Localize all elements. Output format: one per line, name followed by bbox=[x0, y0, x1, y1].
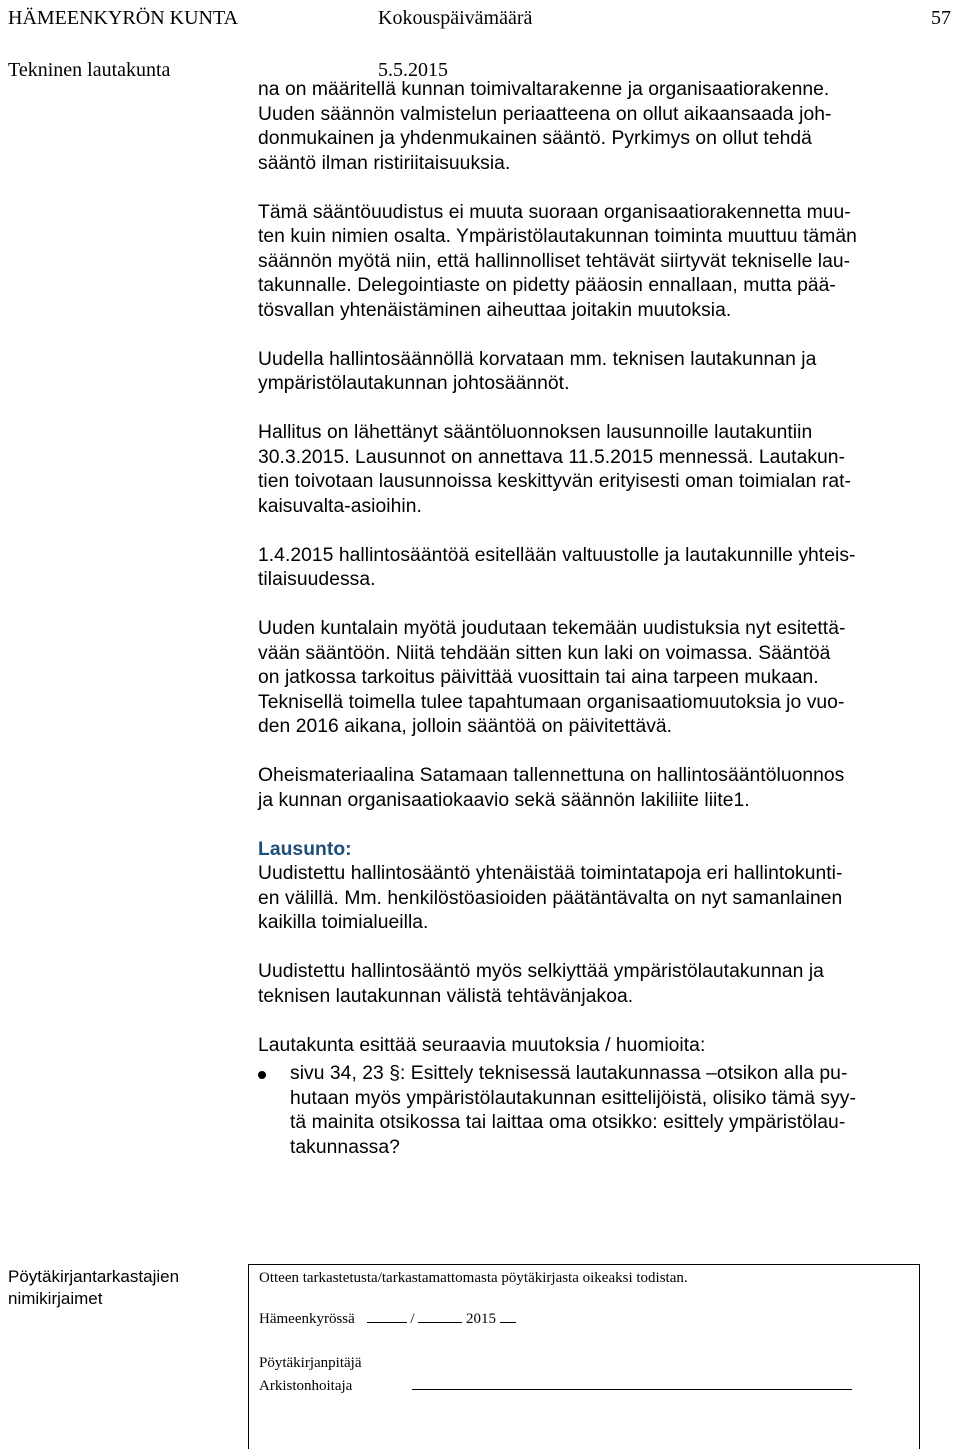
text-line: teknisen lautakunnan välistä tehtävänjakoa. bbox=[258, 985, 634, 1007]
body-paragraph bbox=[258, 78, 950, 176]
text-line: hutaan myös ympäristölautakunnan esittelijöistä, olisiko tämä syy- bbox=[290, 1087, 856, 1109]
certification-box bbox=[248, 1264, 920, 1449]
page-number: 57 bbox=[931, 7, 951, 29]
text-line: Uudistettu hallintosääntö myös selkiyttää ympäristölautakunnan ja bbox=[258, 961, 824, 982]
certification-text: Otteen tarkastetusta/tarkastamattomasta pöytäkirjasta oikeaksi todistan. bbox=[259, 1270, 688, 1286]
paragraph-list bbox=[258, 78, 950, 813]
statement-paragraph bbox=[258, 960, 950, 1009]
body-paragraph bbox=[258, 764, 950, 813]
date-separator: / bbox=[410, 1311, 415, 1327]
text-line: Teknisellä toimella tulee tapahtumaan organisaatiomuutoksia jo vuo- bbox=[258, 691, 845, 713]
text-line: Uuden säännön valmistelun periaatteena on ollut aikaansaada joh- bbox=[258, 103, 832, 125]
text-line: 30.3.2015. Lausunnot on annettava 11.5.2015 mennessä. Lautakun- bbox=[258, 446, 846, 468]
signature-blank bbox=[412, 1375, 852, 1390]
text-line: tösvallan yhtenäistäminen aiheuttaa joitakin muutoksia. bbox=[258, 299, 732, 321]
signers-label-line-2: nimikirjaimet bbox=[8, 1289, 103, 1308]
text-line: kaikilla toimialueilla. bbox=[258, 912, 429, 933]
text-line: sivu 34, 23 §: Esittely teknisessä lautakunnassa –otsikon alla pu- bbox=[290, 1063, 848, 1084]
body-paragraph bbox=[258, 348, 950, 397]
text-line: en välillä. Mm. henkilöstöasioiden päätäntävalta on nyt samanlainen bbox=[258, 887, 843, 909]
text-line: ten kuin nimien osalta. Ympäristölautakunnan toiminta muuttuu tämän bbox=[258, 226, 857, 247]
statement-paragraphs bbox=[258, 862, 950, 1058]
body-paragraph bbox=[258, 201, 950, 324]
body-paragraph bbox=[258, 544, 950, 593]
text-line: tilaisuudessa. bbox=[258, 569, 376, 590]
meeting-date: 5.5.2015 bbox=[378, 59, 448, 81]
text-line: 1.4.2015 hallintosääntöä esitellään valtuustolle ja lautakunnille yhteis- bbox=[258, 544, 856, 566]
bullet-list bbox=[258, 1062, 950, 1160]
month-blank bbox=[418, 1308, 462, 1323]
list-item bbox=[258, 1062, 950, 1160]
text-line: vään sääntöön. Niitä tehdään sitten kun laki on voimassa. Sääntöä bbox=[258, 642, 831, 664]
text-line: kaisuvalta-asioihin. bbox=[258, 495, 422, 517]
text-line: Uudella hallintosäännöllä korvataan mm. teknisen lautakunnan ja bbox=[258, 348, 817, 370]
statement-paragraph bbox=[258, 1034, 950, 1059]
text-line: tien toivotaan lausunnoissa keskittyvän erityisesti oman toimialan rat- bbox=[258, 471, 851, 492]
bullet-icon bbox=[258, 1071, 266, 1079]
text-line: den 2016 aikana, jolloin sääntöä on päivitettävä. bbox=[258, 716, 673, 737]
text-line: takunnassa? bbox=[290, 1136, 400, 1158]
text-line: donmukainen ja yhdenmukainen sääntö. Pyrkimys on ollut tehdä bbox=[258, 128, 812, 149]
text-line: sääntö ilman ristiriitaisuuksia. bbox=[258, 152, 511, 174]
text-line: Lautakunta esittää seuraavia muutoksia / huomioita: bbox=[258, 1034, 706, 1056]
signers-initials-label bbox=[8, 1266, 179, 1310]
statement-heading: Lausunto: bbox=[258, 838, 352, 860]
recorder-role: Pöytäkirjanpitäjä bbox=[259, 1355, 362, 1371]
text-line: ympäristölautakunnan johtosäännöt. bbox=[258, 373, 570, 394]
text-line: Uuden kuntalain myötä joudutaan tekemään uudistuksia nyt esitettä- bbox=[258, 618, 846, 639]
archivist-role: Arkistonhoitaja bbox=[259, 1378, 353, 1394]
year-text: 2015 bbox=[465, 1311, 496, 1327]
archivist-line bbox=[259, 1375, 852, 1396]
day-blank bbox=[367, 1308, 407, 1323]
committee-name: Tekninen lautakunta bbox=[8, 59, 171, 81]
text-line: Hallitus on lähettänyt sääntöluonnoksen lausunnoille lautakuntiin bbox=[258, 422, 813, 443]
text-line: ja kunnan organisaatiokaavio sekä säännön lakiliite liite1. bbox=[258, 789, 750, 811]
document-body bbox=[258, 78, 950, 1160]
text-line: Tämä sääntöuudistus ei muuta suoraan organisaatiorakennetta muu- bbox=[258, 201, 851, 223]
date-place-line bbox=[259, 1308, 516, 1329]
place-name: Hämeenkyrössä bbox=[259, 1311, 355, 1327]
text-line: Uudistettu hallintosääntö yhtenäistää toimintatapoja eri hallintokunti- bbox=[258, 863, 843, 884]
municipality-name: HÄMEENKYRÖN KUNTA bbox=[8, 7, 239, 29]
body-paragraph bbox=[258, 421, 950, 519]
body-paragraph bbox=[258, 617, 950, 740]
statement-paragraph bbox=[258, 862, 950, 936]
year-blank bbox=[500, 1308, 516, 1323]
text-line: tä mainita otsikossa tai laittaa oma otsikko: esittely ympäristölau- bbox=[290, 1112, 846, 1133]
text-line: Oheismateriaalina Satamaan tallennettuna on hallintosääntöluonnos bbox=[258, 765, 845, 786]
text-line: na on määritellä kunnan toimivaltarakenne ja organisaatiorakenne. bbox=[258, 79, 830, 100]
date-label: Kokouspäivämäärä bbox=[378, 7, 533, 29]
signers-label-line-1: Pöytäkirjantarkastajien bbox=[8, 1267, 180, 1286]
text-line: on jatkossa tarkoitus päivittää vuosittain tai aina tarpeen mukaan. bbox=[258, 667, 819, 688]
text-line: säännön myötä niin, että hallinnolliset tehtävät siirtyvät tekniselle lau- bbox=[258, 250, 851, 272]
text-line: takunnalle. Delegointiaste on pidetty pääosin ennallaan, mutta pää- bbox=[258, 275, 836, 296]
